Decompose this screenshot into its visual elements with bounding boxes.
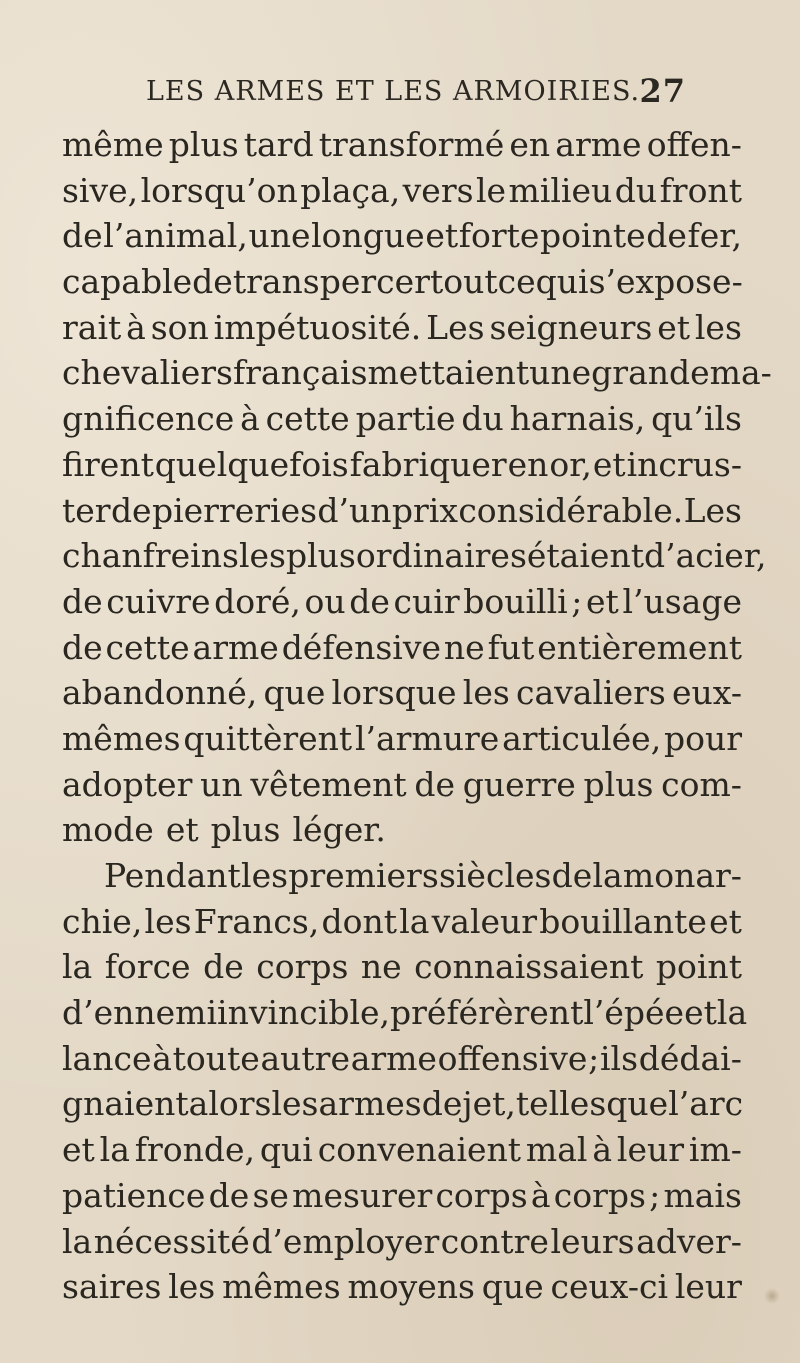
text-line: mêmes quittèrent l’armure articulée, pour: [62, 718, 742, 758]
text-line: et la fronde, qui convenaient mal à leur im-: [62, 1130, 742, 1170]
text-line: firent quelquefois fabriquer en or, et incrus-: [62, 444, 742, 484]
text-line: chanfreins les plus ordinaires étaient d’acier,: [62, 536, 767, 576]
text-line: la nécessité d’employer contre leurs adver-: [62, 1221, 742, 1261]
text-line: de cette arme défensive ne fut entièrement: [62, 627, 742, 667]
text-line: gnaient alors les armes de jet, telles que l’arc: [62, 1084, 744, 1124]
text-line: même plus tard transformé en arme offen-: [62, 125, 742, 164]
text-line: Pendant les premiers siècles de la monar-: [104, 856, 742, 895]
text-line: adopter un vêtement de guerre plus com-: [62, 764, 742, 804]
page-number: 27: [639, 72, 686, 110]
text-line: chie, les Francs, dont la valeur bouillante et: [62, 901, 742, 941]
text-line: patience de se mesurer corps à corps ; mais: [62, 1175, 742, 1215]
text-line: saires les mêmes moyens que ceux-ci leur: [62, 1267, 742, 1307]
text-line: rait à son impétuosité. Les seigneurs et les: [62, 307, 742, 347]
text-line: chevaliers français mettaient une grande ma-: [62, 353, 772, 393]
running-head-title: LES ARMES ET LES ARMOIRIES.: [146, 76, 641, 107]
text-line: capable de transpercer tout ce qui s’expose-: [62, 262, 743, 302]
running-head: [146, 72, 686, 116]
text-line: de cuivre doré, ou de cuir bouilli ; et l’usage: [62, 581, 742, 621]
text-line: mode et plus léger.: [62, 810, 386, 850]
text-line: de l’animal, une longue et forte pointe de fer,: [62, 216, 742, 256]
text-line: gnificence à cette partie du harnais, qu’ils: [62, 399, 742, 439]
text-line: lance à toute autre arme offensive ; ils dédai-: [62, 1038, 742, 1078]
text-line: abandonné, que lorsque les cavaliers eux-: [62, 673, 742, 713]
text-line: ter de pierreries d’un prix considérable. Les: [62, 490, 742, 530]
text-line: d’ennemi invincible, préférèrent l’épée et la: [62, 993, 748, 1033]
body-text: [62, 122, 772, 1310]
paper-stain: [764, 1288, 780, 1304]
text-line: sive, lorsqu’on plaça, vers le milieu du front: [62, 170, 742, 210]
text-line: la force de corps ne connaissaient point: [62, 947, 742, 987]
